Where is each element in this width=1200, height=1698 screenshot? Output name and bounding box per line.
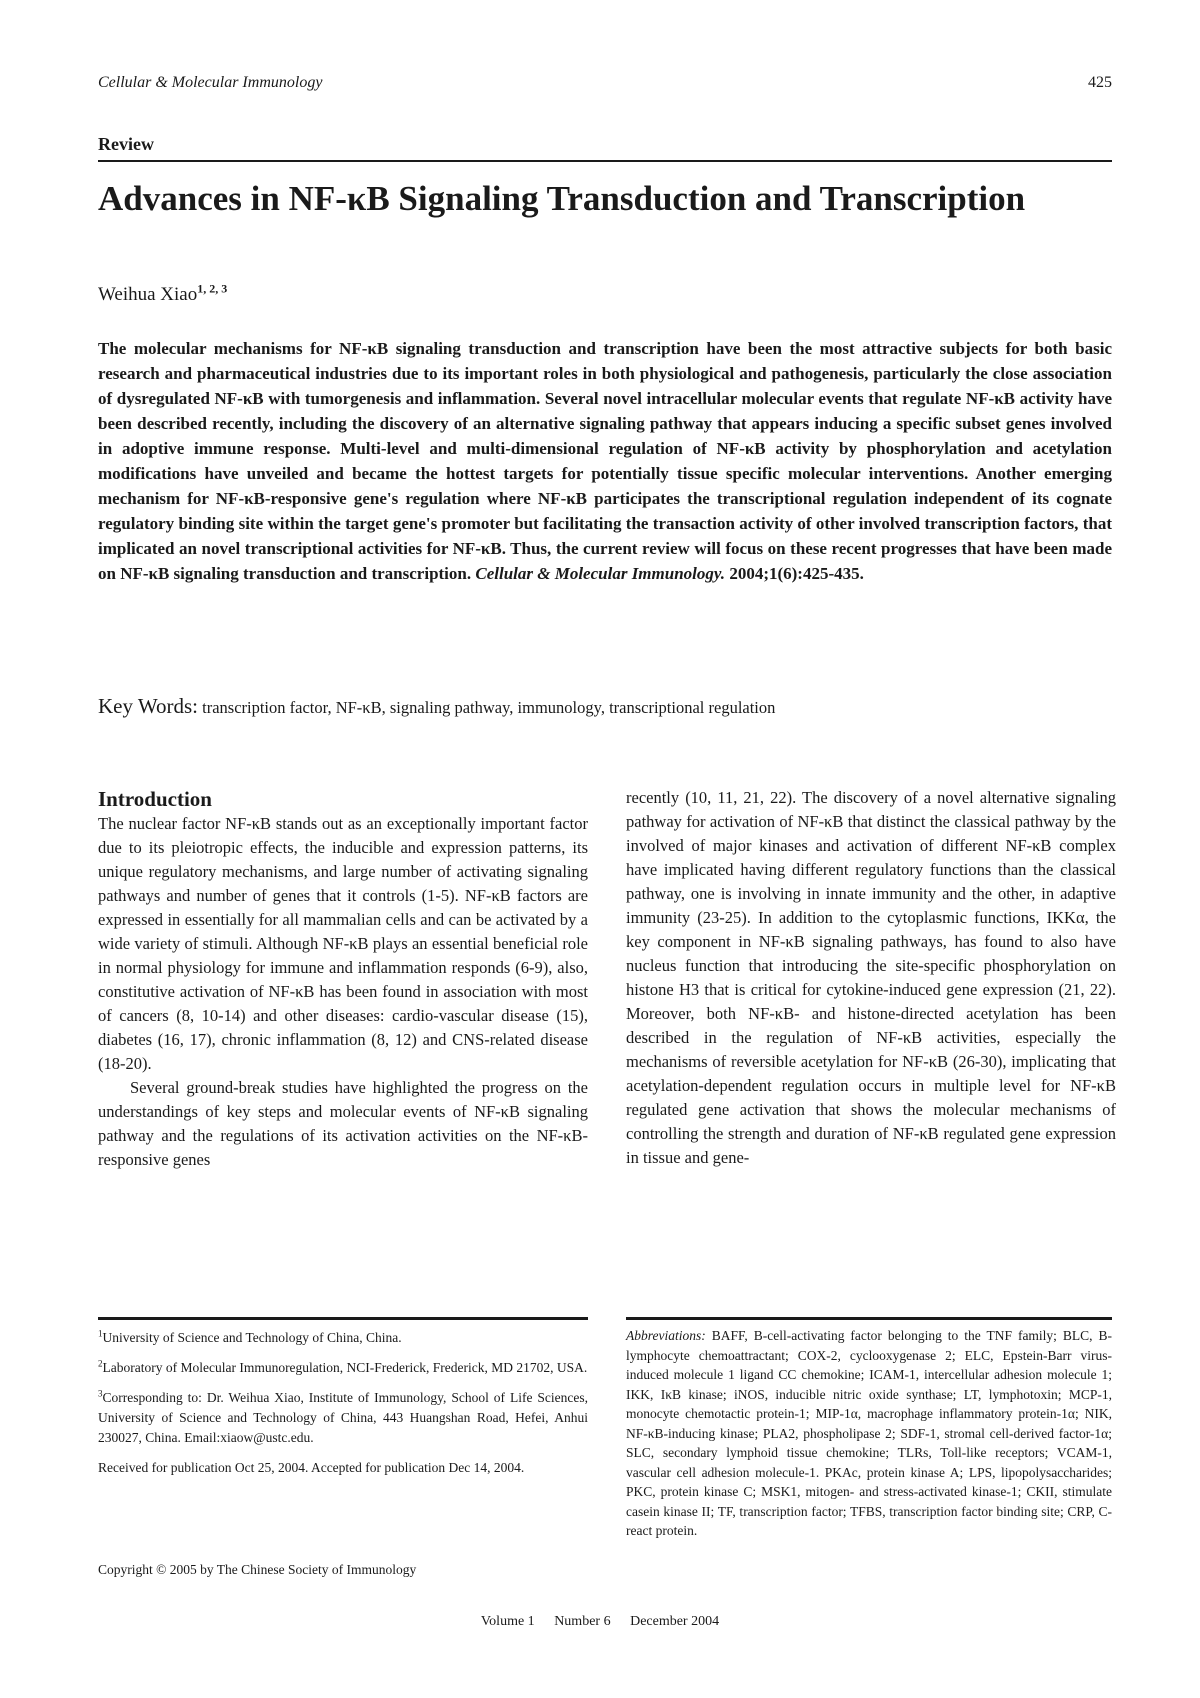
footnote-1-text: University of Science and Technology of China, China. (102, 1330, 402, 1345)
intro-paragraph-2: Several ground-break studies have highlighted the progress on the understandings of key steps and molecular events of NF-κB signaling pathway and the regulations of its activation activities on the NF-κB-responsive genes (98, 1078, 588, 1169)
footnote-divider-right (626, 1317, 1112, 1320)
author-name: Weihua Xiao (98, 284, 198, 305)
abbreviations-label: Abbreviations: (626, 1328, 706, 1343)
footnotes (98, 1328, 588, 1488)
introduction-heading: Introduction (98, 787, 212, 811)
abstract-citation-journal: Cellular & Molecular Immunology. (475, 564, 726, 583)
footer-number: Number 6 (554, 1614, 611, 1629)
left-column (98, 786, 588, 1172)
keywords-label: Key Words: (98, 694, 198, 718)
page-number: 425 (1088, 74, 1112, 91)
footer-date: December 2004 (630, 1614, 720, 1629)
author-line (98, 281, 228, 306)
right-column-paragraph: recently (10, 11, 21, 22). The discovery of a novel alternative signaling pathway for activation of NF-κB that distinct the classical pathway by the involved of major kinases and activation of different NF-κB complex have implicated having different regulatory functions than the classical pathway, one is involving in innate immunity and the other, in adaptive immunity (23-25). In addition to the cytoplasmic functions, IKKα, the key component in NF-κB signaling pathways, has found to also have nucleus function that introducing the site-specific phosphorylation on histone H3 that is critical for cytokine-induced gene expression (21, 22). Moreover, both NF-κB- and histone-directed acetylation has been described in the regulation of NF-κB activities, especially the mechanisms of reversible acetylation for NF-κB (26-30), implicating that acetylation-dependent regulation occurs in multiple level for NF-κB regulated gene activation that shows the molecular mechanisms of controlling the strength and duration of NF-κB regulated gene expression in tissue and gene- (626, 788, 1116, 1167)
footnote-2-mark: 2 (98, 1358, 103, 1369)
footnote-3-text: Corresponding to: Dr. Weihua Xiao, Institute of Immunology, School of Life Sciences, University of Science and Technology of China, 443 Huangshan Road, Hefei, Anhui 230027, China. Email:xiaow@ustc.edu. (98, 1390, 588, 1445)
footnote-3-mark: 3 (98, 1388, 103, 1399)
abstract-citation-ref: 2004;1(6):425-435. (729, 564, 864, 583)
footnote-1 (98, 1328, 588, 1348)
running-header (98, 74, 1112, 96)
intro-paragraph-1: The nuclear factor NF-κB stands out as an exceptionally important factor due to its pleiotropic effects, the inducible and expression patterns, its unique regulatory mechanisms, and large number of activating signaling pathways and number of genes that it controls (1-5). NF-κB factors are expressed in essentially for all mammalian cells and can be activated by a wide variety of stimuli. Although NF-κB plays an essential beneficial role in normal physiology for immune and inflammation responds (6-9), also, constitutive activation of NF-κB has been found in association with most of cancers (8, 10-14) and other diseases: cardio-vascular disease (15), diabetes (16, 17), chronic inflammation (8, 12) and CNS-related disease (18-20). (98, 814, 588, 1073)
footer-volume: Volume 1 (480, 1614, 535, 1629)
journal-name: Cellular & Molecular Immunology (98, 74, 323, 91)
abbreviations-text: BAFF, B-cell-activating factor belonging to the TNF family; BLC, B-lymphocyte chemoattractant; COX-2, cyclooxygenase 2; ELC, Epstein-Barr virus-induced molecule 1 ligand CC chemokine; ICAM-1, intercellular adhesion molecule 1; IKK, IκB kinase; iNOS, inducible nitric oxide synthase; LT, lymphotoxin; MCP-1, monocyte chemotactic protein-1; MIP-1α, macrophage inflammatory protein-1α; NIK, NF-κB-inducing kinase; PLA2, phospholipase 2; SDF-1, stromal cell-derived factor-1α; SLC, secondary lymphoid tissue chemokine; TLRs, Toll-like receptors; VCAM-1, vascular cell adhesion molecule-1. PKAc, protein kinase A; LPS, lipopolysaccharides; PKC, protein kinase C; MSK1, mitogen- and stress-activated kinase-1; CKII, stimulate casein kinase II; TF, transcription factor; TFBS, transcription factor binding site; CRP, C-react protein. (626, 1328, 1112, 1538)
keywords-text: transcription factor, NF-κB, signaling pathway, immunology, transcriptional regulation (202, 698, 776, 717)
received-note: Received for publication Oct 25, 2004. Accepted for publication Dec 14, 2004. (98, 1460, 525, 1475)
article-title: Advances in NF-κB Signaling Transduction and Transcription (98, 179, 1026, 218)
abstract (98, 336, 1112, 586)
author-affiliation-marks: 1, 2, 3 (197, 281, 228, 296)
abstract-text: The molecular mechanisms for NF-κB signaling transduction and transcription have been the most attractive subjects for both basic research and pharmaceutical industries due to its important roles in both physiological and pathogenesis, particularly the close association of dysregulated NF-κB with tumorgenesis and inflammation. Several novel intracellular molecular events that regulate NF-κB activity have been described recently, including the discovery of an alternative signaling pathway that appears inducing a specific subset genes involved in adoptive immune response. Multi-level and multi-dimensional regulation of NF-κB activity by phosphorylation and acetylation modifications have unveiled and became the hottest targets for potentially tissue specific molecular interventions. Another emerging mechanism for NF-κB-responsive gene's regulation where NF-κB participates the transcriptional regulation independent of its cognate regulatory binding site within the target gene's promoter but facilitating the transaction activity of other involved transcription factors, that implicated an novel transcriptional activities for NF-κB. Thus, the current review will focus on these recent progresses that have been made on NF-κB signaling transduction and transcription. (98, 339, 1112, 583)
footnote-3 (98, 1388, 588, 1448)
keywords (98, 694, 1112, 719)
page-footer (0, 1614, 1200, 1630)
section-label: Review (98, 134, 154, 154)
footnote-1-mark: 1 (98, 1328, 103, 1339)
abbreviations (626, 1326, 1112, 1541)
title-divider (98, 160, 1112, 162)
right-column (626, 786, 1116, 1170)
copyright: Copyright © 2005 by The Chinese Society of Immunology (98, 1562, 417, 1577)
footnote-2-text: Laboratory of Molecular Immunoregulation, NCI-Frederick, Frederick, MD 21702, USA. (102, 1360, 588, 1375)
footnote-divider-left (98, 1317, 588, 1320)
footnote-2 (98, 1358, 588, 1378)
